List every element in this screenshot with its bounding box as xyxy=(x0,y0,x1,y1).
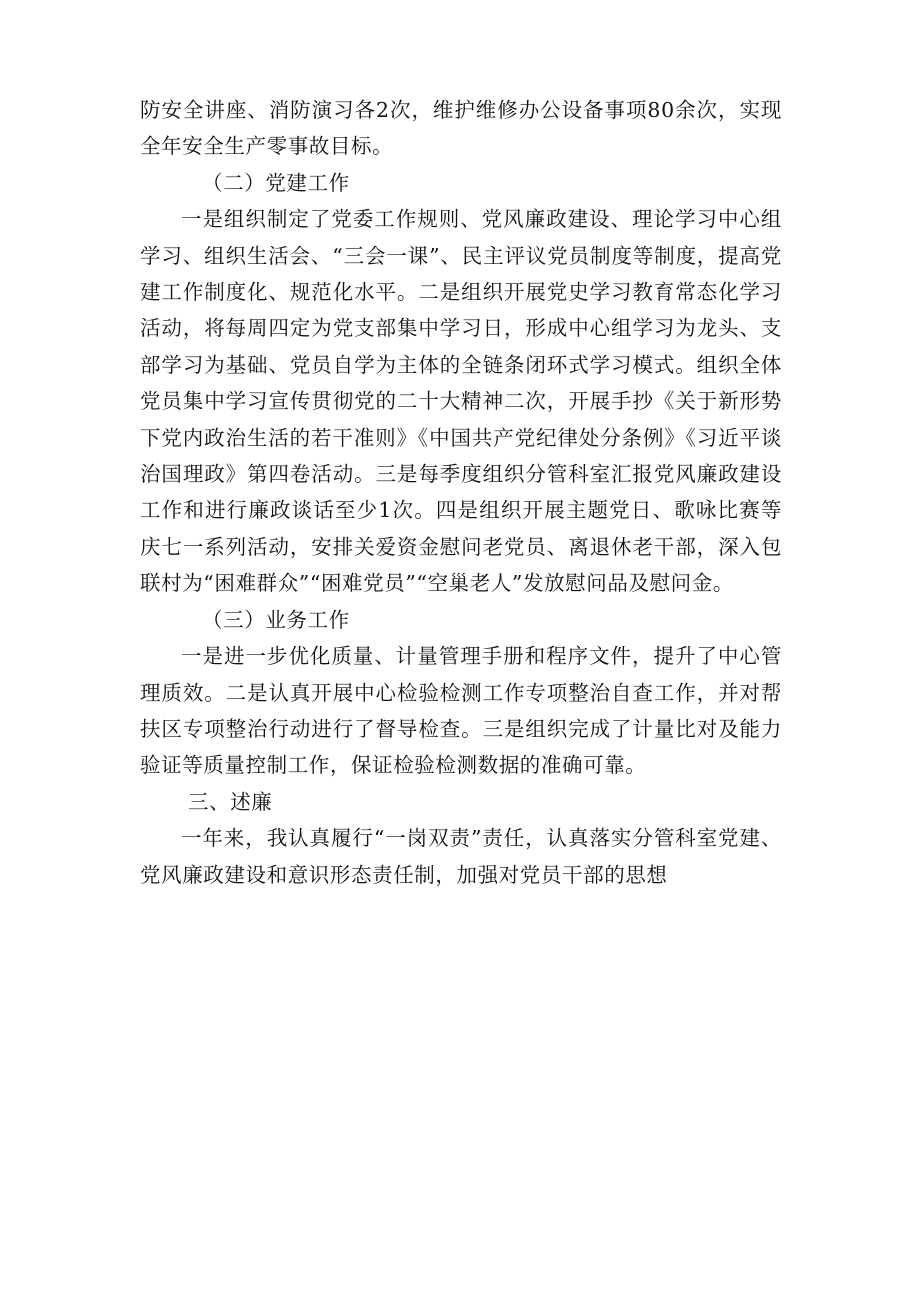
section-heading-business-work: （三）业务工作 xyxy=(202,607,350,632)
business-work-paragraph: 一是进一步优化质量、计量管理手册和程序文件，提升了中心管理质效。二是认真开展中心检验检测工作专项整治自查工作，并对帮扶区专项整治行动进行了督导检查。三是组织完成了计量比对及能力验证等质量控制工作，保证检验检测数据的准确可靠。 xyxy=(140,644,782,778)
party-building-paragraph: 一是组织制定了党委工作规则、党风廉政建设、理论学习中心组学习、组织生活会、“三会一课”、民主评议党员制度等制度，提高党建工作制度化、规范化水平。二是组织开展党史学习教育常态化学习活动，将每周四定为党支部集中学习日，形成中心组学习为龙头、支部学习为基础、党员自学为主体的全链条闭环式学习模式。组织全体党员集中学习宣传贯彻党的二十大精神二次，开展手抄《关于新形势下党内政治生活的若干准则》《中国共产党纪律处分条例》《习近平谈治国理政》第四卷活动。三是每季度组织分管科室汇报党风廉政建设工作和进行廉政谈话至少1次。四是组织开展主题党日、歌咏比赛等庆七一系列活动，安排关爱资金慰问老党员、离退休老干部，深入包联村为“困难群众”“困难党员”“空巢老人”发放慰问品及慰问金。 xyxy=(140,207,782,596)
integrity-report-paragraph: 一年来，我认真履行“一岗双责”责任，认真落实分管科室党建、党风廉政建设和意识形态责任制，加强对党员干部的思想 xyxy=(140,826,782,887)
document-body xyxy=(140,92,782,893)
section-heading-party-building: （二）党建工作 xyxy=(202,170,350,195)
continuation-paragraph: 防安全讲座、消防演习各2次，维护维修办公设备事项80余次，实现全年安全生产零事故目标。 xyxy=(140,98,782,159)
section-heading-integrity-report: 三、述廉 xyxy=(188,789,273,814)
